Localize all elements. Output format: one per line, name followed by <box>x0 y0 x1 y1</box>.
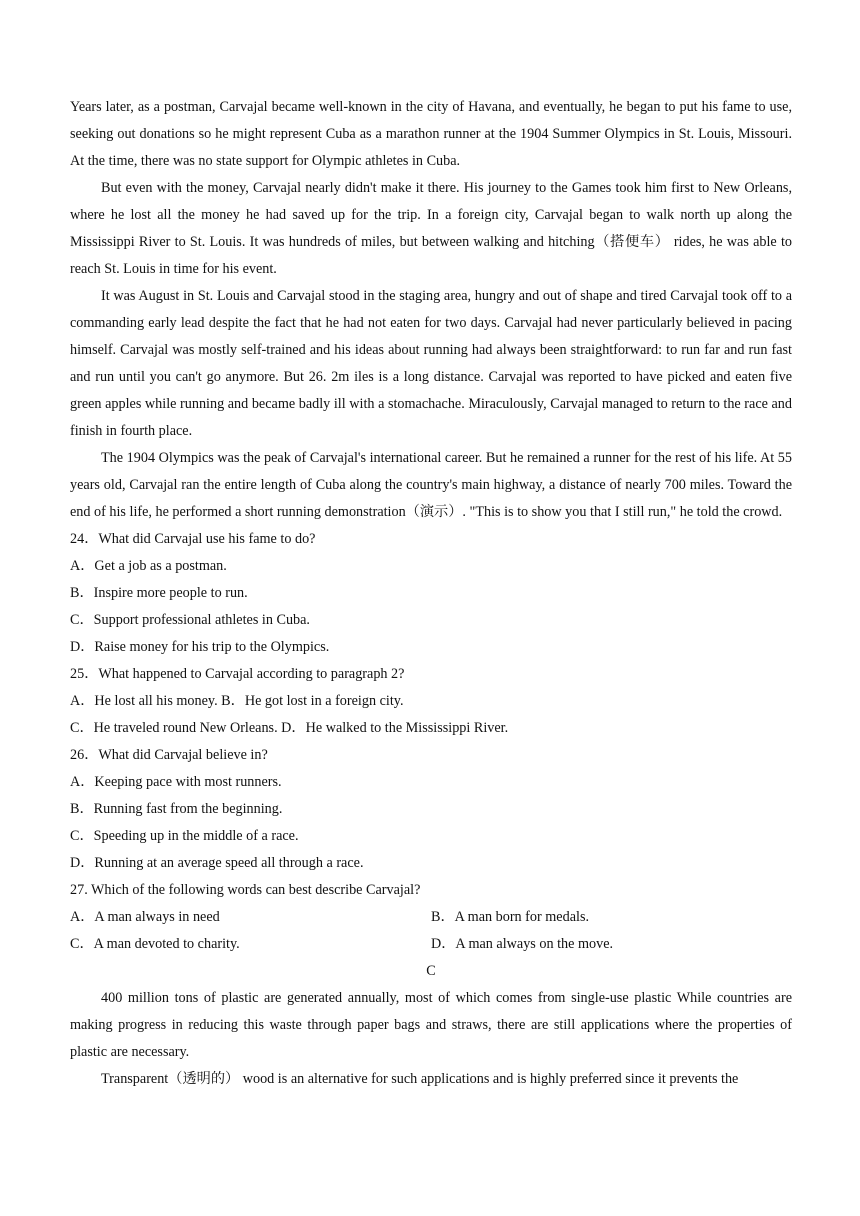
passage-b-paragraph-2: But even with the money, Carvajal nearly didn't make it there. His journey to the Games took him first to New Orleans, where he lost all the money he had saved up for the trip. In a foreign city, Carvajal began to walk north up along the Mississippi River to St. Louis. It was hundreds of miles, but between walking and hitching（搭便车） rides, he was able to reach St. Louis in time for his event. <box>70 180 792 277</box>
passage-b-paragraph-1: Years later, as a postman, Carvajal became well-known in the city of Havana, and eventually, he began to put his fame to use, seeking out donations so he might represent Cuba as a marathon runner at the 1904 Summer Olympics in St. Louis, Missouri. At the time, there was no state support for Olympic athletes in Cuba. <box>70 99 792 169</box>
document-page <box>70 94 792 1093</box>
question-25-stem: 25．What happened to Carvajal according to paragraph 2? <box>70 666 405 682</box>
question-24-option-c: C．Support professional athletes in Cuba. <box>70 612 310 628</box>
question-27-option-b: B．A man born for medals. <box>431 909 590 925</box>
question-27-option-a: A．A man always in need <box>70 909 220 925</box>
question-27-row-1 <box>70 904 792 931</box>
question-26-option-c: C．Speeding up in the middle of a race. <box>70 828 299 844</box>
question-25-options-ab: A．He lost all his money. B．He got lost in a foreign city. <box>70 693 404 709</box>
question-24-option-b: B．Inspire more people to run. <box>70 585 248 601</box>
question-24-option-d: D．Raise money for his trip to the Olympics. <box>70 639 330 655</box>
question-25-options-cd: C．He traveled round New Orleans. D．He walked to the Mississippi River. <box>70 720 509 736</box>
question-26-stem: 26．What did Carvajal believe in? <box>70 747 268 763</box>
passage-c-paragraph-2: Transparent（透明的） wood is an alternative for such applications and is highly preferred since it prevents the <box>101 1071 739 1087</box>
question-26-option-a: A．Keeping pace with most runners. <box>70 774 282 790</box>
passage-b-paragraph-3: It was August in St. Louis and Carvajal stood in the staging area, hungry and out of shape and tired Carvajal took off to a commanding early lead despite the fact that he had not eaten for two days. Carvajal had never particularly believed in pacing himself. Carvajal was mostly self-trained and his ideas about running had always been straightforward: to run far and run fast and run until you can't go anymore. But 26. 2m iles is a long distance. Carvajal was reported to have picked and eaten five green apples while running and became badly ill with a stomachache. Miraculously, Carvajal managed to return to the race and finish in fourth place. <box>70 288 792 439</box>
question-27-row-2 <box>70 931 792 958</box>
question-26-option-b: B．Running fast from the beginning. <box>70 801 283 817</box>
question-27-stem: 27. Which of the following words can best describe Carvajal? <box>70 882 421 898</box>
question-27-option-d: D．A man always on the move. <box>431 936 614 952</box>
question-26-option-d: D．Running at an average speed all through a race. <box>70 855 364 871</box>
passage-c-paragraph-1: 400 million tons of plastic are generated annually, most of which comes from single-use plastic While countries are making progress in reducing this waste through paper bags and straws, there are still applications where the properties of plastic are necessary. <box>70 990 792 1060</box>
passage-c-heading: C <box>426 963 436 979</box>
question-27-option-c: C．A man devoted to charity. <box>70 936 240 952</box>
passage-b-paragraph-4: The 1904 Olympics was the peak of Carvajal's international career. But he remained a runner for the rest of his life. At 55 years old, Carvajal ran the entire length of Cuba along the country's main highway, a distance of nearly 700 miles. Toward the end of his life, he performed a short running demonstration（演示）. "This is to show you that I still run," he told the crowd. <box>70 450 792 520</box>
question-24-stem: 24．What did Carvajal use his fame to do? <box>70 531 316 547</box>
question-24-option-a: A．Get a job as a postman. <box>70 558 227 574</box>
